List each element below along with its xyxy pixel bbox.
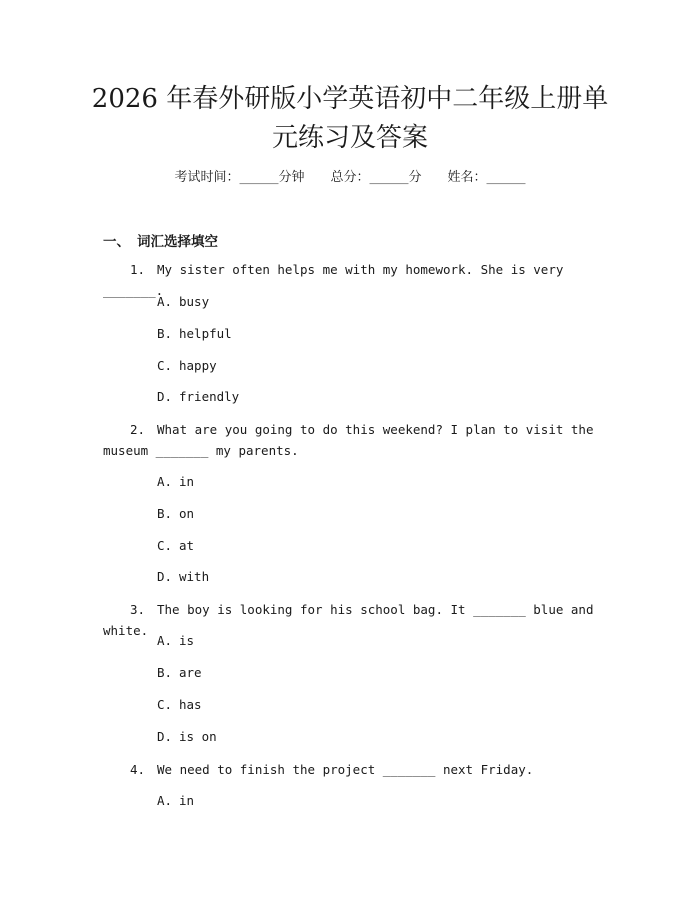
option-key: A.: [157, 633, 173, 648]
option-key: C.: [157, 697, 173, 712]
option-text: on: [179, 506, 195, 521]
question-text: The boy is looking for his school bag. It _______ blue and white.: [103, 602, 594, 638]
option-text: is: [179, 633, 195, 648]
option-key: A.: [157, 294, 173, 309]
option-key: B.: [157, 506, 173, 521]
question-number: 1.: [130, 262, 146, 277]
page-title-line1: 2026 年春外研版小学英语初中二年级上册单: [91, 84, 609, 114]
option-text: in: [179, 474, 195, 489]
option-text: happy: [179, 358, 217, 373]
option-c: [157, 356, 217, 376]
question-number: 2.: [130, 422, 146, 437]
option-text: at: [179, 538, 195, 553]
option-b: [157, 504, 194, 524]
option-a: [157, 472, 194, 492]
option-b: [157, 324, 232, 344]
option-a: [157, 791, 194, 811]
question-text-line1: What are you going to do this weekend? I plan to visit the: [157, 422, 594, 437]
option-key: C.: [157, 538, 173, 553]
option-a: [157, 631, 194, 651]
exam-meta-line: [0, 168, 700, 188]
question-text-line2: museum _______ my parents.: [103, 443, 299, 458]
option-c: [157, 695, 202, 715]
option-key: D.: [157, 569, 173, 584]
question-text: We need to finish the project _______ next Friday.: [157, 762, 534, 777]
section-heading: [103, 230, 218, 250]
option-key: D.: [157, 389, 173, 404]
page-title-line2: 元练习及答案: [271, 123, 428, 153]
option-key: B.: [157, 326, 173, 341]
section-title: 词汇选择填空: [137, 234, 218, 250]
option-key: B.: [157, 665, 173, 680]
question-text: My sister often helps me with my homework. She is very _______.: [103, 262, 564, 298]
student-name-field: 姓名：______: [447, 170, 526, 185]
option-d: [157, 387, 239, 407]
total-score-field: 总分：______分: [330, 170, 422, 185]
option-b: [157, 663, 202, 683]
option-d: [157, 727, 217, 747]
option-text: in: [179, 793, 195, 808]
question-2-continued: [103, 440, 603, 461]
question-4: [103, 759, 603, 780]
question-number: 3.: [130, 602, 146, 617]
option-text: is on: [179, 729, 217, 744]
option-key: A.: [157, 793, 173, 808]
exam-time-field: 考试时间：______分钟: [174, 170, 305, 185]
option-text: helpful: [179, 326, 232, 341]
question-2: [103, 419, 603, 440]
option-text: are: [179, 665, 202, 680]
option-key: D.: [157, 729, 173, 744]
option-c: [157, 536, 194, 556]
option-text: busy: [179, 294, 210, 309]
option-key: A.: [157, 474, 173, 489]
option-text: with: [179, 569, 210, 584]
section-number: 一、: [103, 234, 130, 250]
option-key: C.: [157, 358, 173, 373]
option-text: friendly: [179, 389, 240, 404]
question-number: 4.: [130, 762, 146, 777]
option-a: [157, 292, 209, 312]
option-d: [157, 567, 209, 587]
option-text: has: [179, 697, 202, 712]
